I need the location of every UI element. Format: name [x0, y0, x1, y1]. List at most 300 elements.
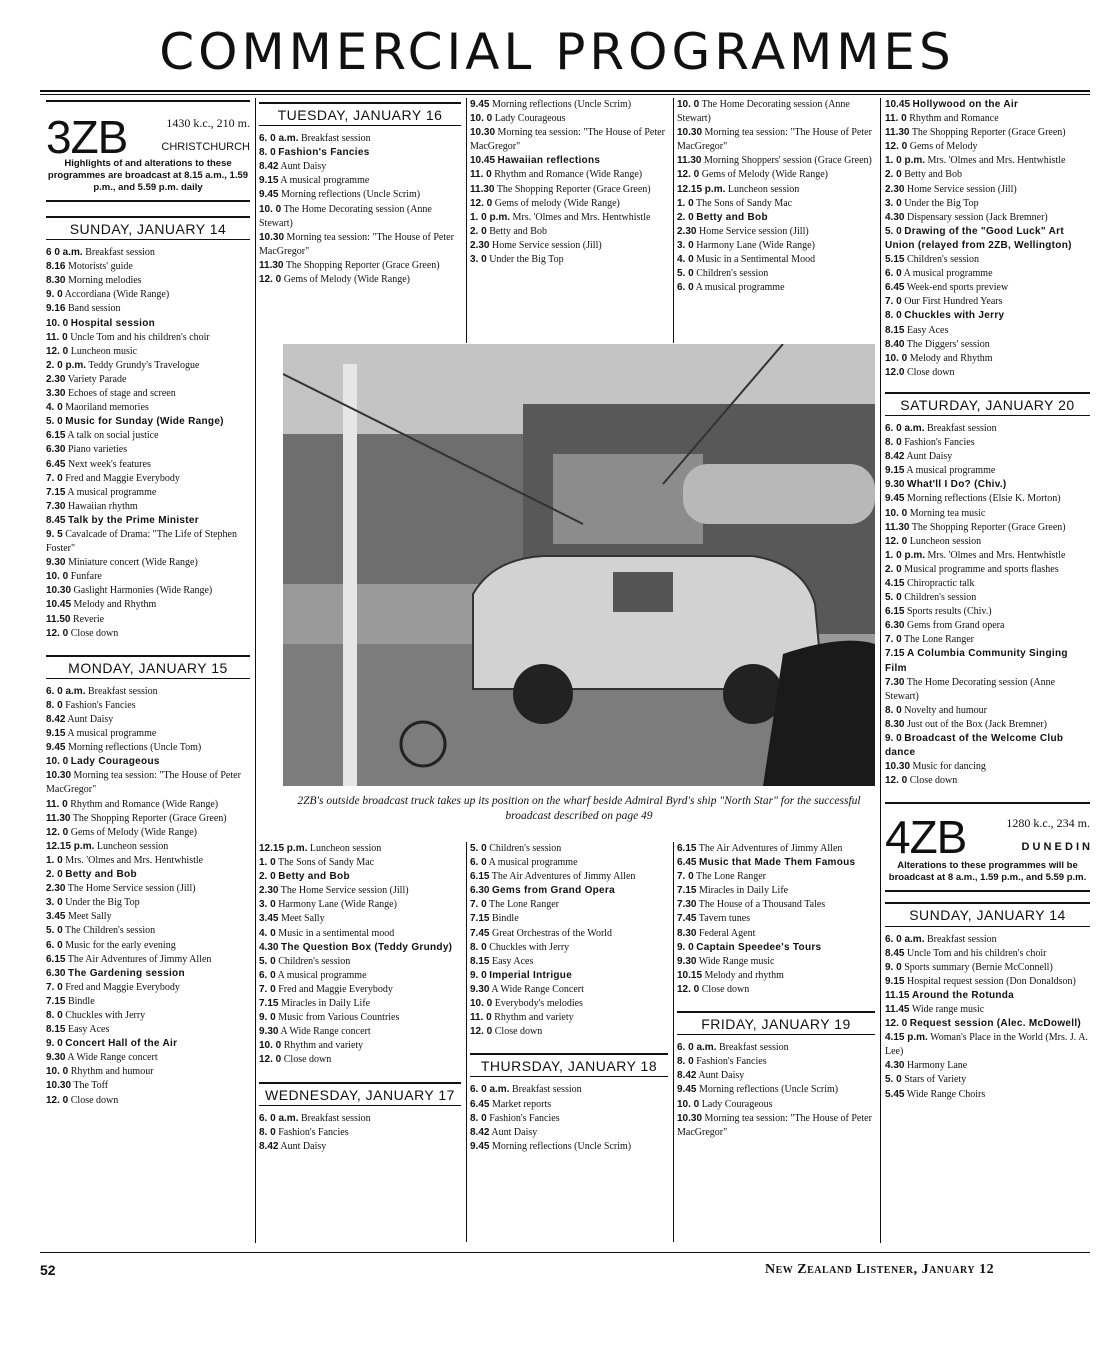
programme-time: 7. 0 [885, 296, 902, 308]
column-rule [466, 98, 467, 343]
programme-entry [885, 492, 1090, 506]
programme-time: 2. 0 p.m. [46, 359, 87, 371]
programme-title: The Toff [73, 1080, 109, 1092]
programme-title: Musical programme and sports flashes [904, 563, 1059, 575]
programme-entry [46, 387, 250, 401]
programme-time: 6. 0 a.m. [46, 685, 86, 697]
programme-entry [46, 967, 250, 981]
programme-entry [46, 727, 250, 741]
programme-time: 8. 0 [470, 1112, 487, 1124]
programme-entry [470, 969, 668, 983]
programme-entry [885, 961, 1090, 975]
programme-entry [46, 924, 250, 938]
programme-time: 9.45 [677, 1084, 697, 1096]
schedule-list-sunday-4zb [885, 933, 1090, 1102]
programme-title: Luncheon session [727, 183, 800, 195]
programme-entry [885, 168, 1090, 182]
programme-time: 6. 0 [470, 857, 487, 869]
programme-title: Dispensary session (Jack Bremner) [906, 211, 1048, 223]
programme-entry [46, 500, 250, 514]
programme-time: 1. 0 p.m. [470, 211, 511, 223]
programme-entry [677, 898, 875, 912]
programme-time: 8.16 [46, 261, 66, 273]
programme-time: 5. 0 [259, 955, 276, 967]
day-heading-wednesday: WEDNESDAY, JANUARY 17 [259, 1082, 461, 1106]
programme-time: 5. 0 [885, 225, 902, 237]
programme-entry [46, 429, 250, 443]
programme-time: 12. 0 [46, 627, 69, 639]
programme-title: Home Service session (Jill) [491, 239, 602, 251]
programme-title: Mrs. 'Olmes and Mrs. Hentwhistle [927, 549, 1066, 561]
programme-entry [677, 1112, 875, 1140]
programme-entry [885, 760, 1090, 774]
programme-time: 3. 0 [46, 897, 63, 909]
programme-title: Federal Agent [698, 927, 756, 939]
programme-entry [259, 132, 461, 146]
schedule-list-saturday [885, 422, 1090, 788]
programme-time: 6.45 [677, 857, 697, 869]
programme-time: 2.30 [46, 373, 66, 385]
programme-time: 6.15 [46, 430, 66, 442]
programme-entry [470, 253, 668, 267]
station-3zb-box [46, 100, 250, 202]
programme-title: Piano varieties [67, 444, 128, 456]
programme-entry [46, 274, 250, 288]
programme-entry [46, 1065, 250, 1079]
programme-time: 11.30 [46, 812, 71, 824]
programme-title: Motorists' guide [67, 261, 133, 273]
schedule-list-sunday [46, 246, 250, 641]
programme-time: 9.15 [259, 175, 279, 187]
programme-entry [885, 507, 1090, 521]
programme-title: A musical programme [488, 857, 578, 869]
programme-entry [259, 898, 461, 912]
programme-entry [677, 1055, 875, 1069]
programme-entry [46, 1023, 250, 1037]
programme-time: 12. 0 [885, 535, 908, 547]
programme-entry [677, 842, 875, 856]
programme-time: 5. 0 [46, 925, 63, 937]
programme-title: Fashion's Fancies [278, 147, 370, 159]
programme-title: A talk on social justice [67, 430, 159, 442]
programme-entry [677, 912, 875, 926]
column-5 [885, 98, 1090, 1243]
programme-title: Fashion's Fancies [278, 1126, 349, 1138]
programme-title: Betty and Bob [696, 211, 768, 223]
programme-entry [885, 112, 1090, 126]
programme-time: 9.30 [259, 1026, 279, 1038]
programme-entry [885, 478, 1090, 492]
programme-entry [885, 253, 1090, 267]
schedule-list-tuesday-a [259, 132, 461, 287]
day-heading-friday: FRIDAY, JANUARY 19 [677, 1011, 875, 1035]
programme-time: 11.30 [259, 259, 284, 271]
programme-time: 2.30 [677, 225, 697, 237]
programme-time: 6. 0 a.m. [470, 1084, 510, 1096]
programme-title: Tavern tunes [698, 913, 751, 925]
programme-time: 9.15 [885, 975, 905, 987]
programme-entry [46, 854, 250, 868]
programme-time: 7.15 [677, 885, 697, 897]
programme-time: 6 0 a.m. [46, 247, 83, 259]
programme-title: The Children's session [65, 925, 156, 937]
programme-time: 9.15 [885, 465, 905, 477]
programme-time: 10.45 [46, 599, 72, 611]
programme-entry [885, 647, 1090, 675]
programme-time: 4. 0 [46, 402, 63, 414]
programme-entry [46, 699, 250, 713]
programme-title: Close down [906, 366, 955, 378]
programme-time: 7.45 [470, 927, 490, 939]
programme-entry [885, 521, 1090, 535]
programme-title: Luncheon session [96, 840, 169, 852]
programme-entry [885, 947, 1090, 961]
column-rule [466, 842, 467, 1242]
programme-time: 2. 0 [470, 225, 487, 237]
column-3-bottom [470, 842, 668, 1242]
programme-time: 9.30 [46, 1052, 66, 1064]
programme-time: 6. 0 [677, 282, 694, 294]
programme-entry [46, 953, 250, 967]
programme-entry [46, 514, 250, 528]
programme-time: 6.45 [885, 282, 905, 294]
programme-title: Children's session [906, 254, 980, 266]
programme-entry [259, 969, 461, 983]
programme-entry [885, 324, 1090, 338]
programme-time: 10. 0 [46, 1066, 69, 1078]
programme-title: The Home Service session (Jill) [67, 883, 196, 895]
programme-title: The Sons of Sandy Mac [696, 197, 793, 209]
programme-entry [885, 591, 1090, 605]
programme-time: 2.30 [259, 885, 279, 897]
programme-time: 7. 0 [885, 634, 902, 646]
programme-time: 9.30 [885, 479, 905, 491]
programme-title: Betty and Bob [278, 871, 350, 883]
programme-title: Morning tea session: "The House of Peter MacGregor" [677, 127, 872, 153]
programme-title: Melody and Rhythm [73, 599, 157, 611]
programme-entry [677, 154, 875, 168]
programme-entry [677, 168, 875, 182]
programme-time: 5.15 [885, 254, 905, 266]
programme-time: 7. 0 [259, 983, 276, 995]
schedule-list-tuesday-b [259, 842, 461, 1068]
programme-title: Aunt Daisy [280, 161, 327, 173]
programme-time: 10. 0 [259, 203, 282, 215]
programme-title: Captain Speedee's Tours [696, 941, 822, 953]
programme-title: A Wide Range Concert [491, 983, 584, 995]
programme-title: Mrs. 'Olmes and Mrs. Hentwhistle [512, 211, 651, 223]
programme-entry [885, 676, 1090, 704]
programme-entry [470, 1140, 668, 1154]
programme-title: Luncheon session [309, 843, 382, 854]
programme-entry [46, 373, 250, 387]
programme-time: 9. 0 [46, 1038, 63, 1050]
programme-entry [677, 1069, 875, 1083]
programme-entry [46, 1037, 250, 1051]
programme-entry [885, 732, 1090, 760]
programme-entry [46, 812, 250, 826]
programme-title: Children's session [904, 592, 977, 604]
column-1 [46, 100, 250, 1245]
programme-time: 10.30 [677, 1112, 703, 1124]
programme-title: Breakfast session [300, 133, 371, 145]
programme-time: 7. 0 [46, 472, 63, 484]
programme-title: The Shopping Reporter (Grace Green) [911, 127, 1066, 139]
programme-title: Fashion's Fancies [696, 1056, 767, 1068]
programme-entry [885, 225, 1090, 253]
programme-entry [885, 464, 1090, 478]
programme-time: 3. 0 [885, 197, 902, 209]
programme-time: 11.30 [885, 127, 910, 139]
programme-entry [470, 927, 668, 941]
programme-entry [677, 253, 875, 267]
programme-entry [259, 203, 461, 231]
programme-time: 10. 0 [677, 99, 700, 110]
programme-entry [470, 1126, 668, 1140]
programme-title: Sports summary (Bernie McConnell) [904, 961, 1053, 973]
programme-title: Music from Various Countries [278, 1012, 400, 1024]
programme-title: Rhythm and Romance (Wide Range) [70, 798, 219, 810]
programme-title: Children's session [489, 843, 562, 854]
programme-time: 8. 0 [677, 1056, 694, 1068]
programme-time: 7.30 [46, 500, 66, 512]
programme-entry [46, 486, 250, 500]
day-heading-thursday: THURSDAY, JANUARY 18 [470, 1053, 668, 1077]
programme-title: Fred and Maggie Everybody [65, 472, 180, 484]
programme-time: 5. 0 [470, 843, 487, 854]
programme-entry [470, 1011, 668, 1025]
programme-entry [677, 969, 875, 983]
programme-title: Close down [70, 1094, 119, 1106]
programme-entry [885, 352, 1090, 366]
programme-time: 12. 0 [470, 1026, 493, 1038]
programme-entry [46, 246, 250, 260]
programme-entry [46, 345, 250, 359]
programme-time: 9.45 [470, 1140, 490, 1152]
programme-time: 7. 0 [470, 899, 487, 911]
programme-time: 9. 0 [885, 961, 902, 973]
programme-entry [470, 997, 668, 1011]
programme-entry [259, 983, 461, 997]
programme-time: 10. 0 [46, 571, 69, 583]
programme-entry [46, 840, 250, 854]
programme-entry [885, 338, 1090, 352]
programme-title: Breakfast session [300, 1112, 371, 1124]
programme-time: 10. 0 [46, 317, 69, 329]
programme-entry [885, 281, 1090, 295]
programme-entry [677, 281, 875, 295]
programme-title: Harmony Lane (Wide Range) [278, 899, 397, 911]
programme-time: 8.42 [259, 161, 279, 173]
programme-time: 8. 0 [885, 310, 902, 322]
programme-title: Morning reflections (Uncle Scrim) [491, 99, 632, 110]
schedule-list-friday-a [677, 1041, 875, 1140]
programme-title: Aunt Daisy [280, 1140, 327, 1152]
programme-title: Easy Aces [906, 324, 949, 336]
programme-time: 9.45 [259, 189, 279, 201]
programme-time: 3. 0 [470, 254, 487, 266]
programme-entry [46, 910, 250, 924]
programme-time: 7.15 [259, 998, 279, 1010]
programme-entry [885, 436, 1090, 450]
programme-time: 5. 0 [677, 268, 694, 280]
programme-time: 9.45 [46, 742, 66, 754]
programme-time: 4.15 [885, 578, 905, 589]
programme-time: 10.45 [885, 99, 911, 110]
programme-entry [259, 870, 461, 884]
programme-title: Concert Hall of the Air [65, 1038, 178, 1050]
programme-title: A musical programme [903, 268, 993, 280]
programme-time: 6.15 [677, 843, 697, 854]
day-heading-sunday: SUNDAY, JANUARY 14 [46, 216, 250, 240]
programme-title: Great Orchestras of the World [491, 927, 613, 939]
programme-time: 7.15 [46, 486, 66, 498]
programme-entry [46, 995, 250, 1009]
programme-time: 1. 0 p.m. [885, 155, 926, 167]
programme-time: 2. 0 [885, 169, 902, 181]
programme-title: Fashion's Fancies [489, 1112, 560, 1124]
programme-entry [46, 769, 250, 797]
programme-title: Fred and Maggie Everybody [278, 983, 393, 995]
programme-time: 9. 0 [885, 733, 902, 745]
programme-entry [677, 1041, 875, 1055]
programme-time: 8.45 [885, 947, 905, 959]
programme-title: Request session (Alec. McDowell) [909, 1018, 1082, 1030]
programme-title: Gems of Melody (Wide Range) [701, 169, 828, 181]
programme-title: Music that Made Them Famous [698, 857, 856, 869]
programme-entry [885, 197, 1090, 211]
column-rule [880, 98, 881, 1243]
programme-entry [885, 1017, 1090, 1031]
day-heading-tuesday: TUESDAY, JANUARY 16 [259, 102, 461, 126]
programme-entry [46, 359, 250, 373]
programme-entry [259, 1126, 461, 1140]
programme-time: 6.15 [46, 953, 66, 965]
programme-entry [885, 1031, 1090, 1059]
programme-title: A musical programme [280, 175, 370, 187]
programme-time: 10.45 [470, 155, 496, 167]
programme-entry [470, 154, 668, 168]
programme-time: 10.30 [259, 231, 285, 243]
programme-title: Gaslight Harmonies (Wide Range) [73, 585, 213, 597]
programme-title: Fashion's Fancies [65, 699, 136, 711]
programme-time: 6.30 [470, 885, 490, 897]
programme-title: Gems of Melody (Wide Range) [70, 826, 197, 838]
programme-time: 2.30 [470, 239, 490, 251]
programme-time: 6.15 [885, 606, 905, 618]
programme-title: A musical programme [695, 282, 785, 294]
programme-time: 11. 0 [885, 113, 907, 125]
programme-time: 11.30 [470, 183, 495, 195]
programme-title: Children's session [696, 268, 769, 280]
programme-entry [46, 556, 250, 570]
programme-time: 8. 0 [470, 941, 487, 953]
programme-time: 7.15 [46, 995, 66, 1007]
programme-title: The House of a Thousand Tales [698, 899, 826, 911]
programme-time: 3. 0 [677, 239, 694, 251]
programme-entry [885, 633, 1090, 647]
programme-title: Woman's Place in the World (Mrs. J. A. Lee) [885, 1032, 1088, 1058]
programme-time: 12.15 p.m. [46, 840, 95, 852]
programme-time: 8. 0 [259, 1126, 276, 1138]
programme-entry [885, 774, 1090, 788]
programme-entry [885, 126, 1090, 140]
programme-entry [259, 856, 461, 870]
programme-time: 7.30 [677, 899, 697, 911]
programme-title: Morning tea session: "The House of Peter MacGregor" [677, 1112, 872, 1138]
programme-time: 6.45 [470, 1098, 490, 1110]
programme-time: 8. 0 [259, 147, 276, 159]
programme-time: 12. 0 [677, 169, 700, 181]
station-city: D U N E D I N [1021, 841, 1090, 854]
programme-time: 3.30 [46, 388, 66, 400]
programme-time: 9.45 [470, 99, 490, 110]
programme-time: 9.30 [470, 983, 490, 995]
programme-entry [259, 1053, 461, 1067]
programme-time: 10.30 [885, 761, 911, 773]
programme-entry [885, 183, 1090, 197]
programme-title: Imperial Intrigue [489, 969, 573, 981]
programme-time: 4.15 p.m. [885, 1032, 928, 1044]
programme-entry [677, 927, 875, 941]
programme-entry [677, 98, 875, 126]
programme-time: 8.30 [885, 718, 905, 730]
programme-time: 6. 0 a.m. [259, 1112, 299, 1124]
title-rule-thin [40, 94, 1090, 95]
programme-title: A Columbia Community Singing Film [885, 648, 1068, 674]
programme-title: Hospital request session (Don Donaldson) [906, 975, 1076, 987]
programme-time: 3.45 [46, 911, 66, 923]
programme-title: Breakfast session [85, 247, 155, 259]
programme-entry [470, 870, 668, 884]
programme-title: Close down [494, 1026, 543, 1038]
programme-time: 12. 0 [46, 1094, 69, 1106]
photo-caption: 2ZB's outside broadcast truck takes up its position on the wharf beside Admiral Byrd's ship "North Star" for the successful broadcast described on page 49 [297, 795, 861, 822]
programme-entry [885, 140, 1090, 154]
page-title: COMMERCIAL PROGRAMMES [159, 23, 955, 81]
programme-title: Next week's features [67, 458, 151, 470]
programme-entry [885, 989, 1090, 1003]
programme-title: Breakfast session [926, 422, 997, 434]
programme-time: 4. 0 [259, 927, 276, 939]
programme-title: Variety Parade [67, 373, 127, 385]
programme-time: 8.40 [885, 338, 905, 350]
programme-entry [885, 563, 1090, 577]
programme-entry [46, 1094, 250, 1108]
programme-time: 2.30 [46, 883, 66, 895]
programme-title: Bindle [67, 995, 95, 1007]
programme-title: Gems of melody (Wide Range) [494, 197, 620, 209]
programme-entry [470, 955, 668, 969]
programme-title: Under the Big Top [65, 897, 140, 909]
programme-title: Morning melodies [67, 275, 142, 287]
programme-entry [46, 868, 250, 882]
programme-title: Teddy Grundy's Travelogue [88, 359, 200, 371]
programme-title: Breakfast session [511, 1084, 582, 1096]
programme-time: 9.30 [46, 557, 66, 569]
programme-entry [677, 884, 875, 898]
programme-entry [259, 1039, 461, 1053]
programme-entry [885, 619, 1090, 633]
programme-entry [46, 260, 250, 274]
programme-time: 7. 0 [46, 981, 63, 993]
programme-entry [677, 1083, 875, 1097]
schedule-list-friday-b [885, 98, 1090, 380]
programme-title: Bindle [491, 913, 519, 925]
programme-title: Broadcast of the Welcome Club dance [885, 733, 1064, 759]
programme-title: Morning reflections (Uncle Scrim) [491, 1140, 632, 1152]
programme-entry [677, 126, 875, 154]
